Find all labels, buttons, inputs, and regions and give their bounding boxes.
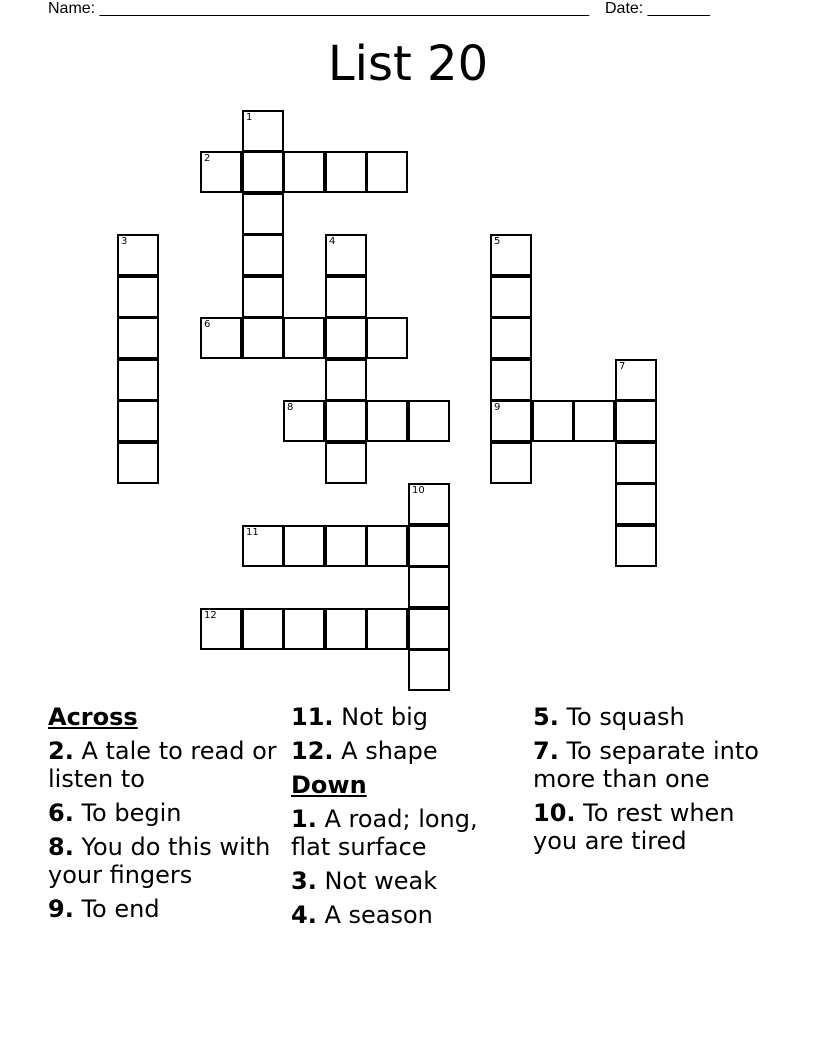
crossword-cell[interactable] (325, 359, 367, 401)
clue-text: To end (81, 895, 160, 923)
clue-text: You do this with your fingers (48, 833, 271, 889)
clue-number: 8 (287, 402, 294, 413)
clue-text: Not weak (324, 867, 438, 895)
crossword-cell[interactable] (117, 276, 159, 318)
clue-across-9 (48, 895, 278, 923)
clue-number-label: 1. (291, 805, 317, 833)
crossword-cell[interactable] (490, 276, 532, 318)
clue-number: 4 (329, 236, 336, 247)
crossword-cell[interactable] (490, 400, 532, 442)
crossword-cell[interactable] (366, 608, 408, 650)
crossword-cell[interactable] (573, 400, 615, 442)
clue-number-label: 4. (291, 901, 317, 929)
clue-number: 3 (121, 236, 128, 247)
crossword-cell[interactable] (242, 317, 284, 359)
crossword-cell[interactable] (408, 525, 450, 567)
crossword-cell[interactable] (615, 483, 657, 525)
crossword-cell[interactable] (408, 608, 450, 650)
crossword-cell[interactable] (408, 400, 450, 442)
crossword-cell[interactable] (283, 400, 325, 442)
clue-across-2 (48, 737, 278, 793)
crossword-cell[interactable] (117, 234, 159, 276)
crossword-cell[interactable] (490, 317, 532, 359)
clue-number: 1 (246, 112, 253, 123)
crossword-cell[interactable] (615, 442, 657, 484)
clue-down-4 (291, 901, 521, 929)
crossword-cell[interactable] (200, 151, 242, 193)
crossword-cell[interactable] (366, 317, 408, 359)
crossword-cell[interactable] (242, 276, 284, 318)
clue-across-8 (48, 833, 278, 889)
crossword-cell[interactable] (242, 193, 284, 235)
crossword-cell[interactable] (408, 566, 450, 608)
crossword-cell[interactable] (366, 525, 408, 567)
crossword-cell[interactable] (408, 483, 450, 525)
clue-number-label: 12. (291, 737, 334, 765)
clue-number: 5 (494, 236, 501, 247)
clue-down-10 (533, 799, 763, 855)
clue-number: 6 (204, 319, 211, 330)
crossword-cell[interactable] (615, 525, 657, 567)
crossword-cell[interactable] (615, 400, 657, 442)
clue-text: A tale to read or listen to (48, 737, 277, 793)
clue-number: 11 (246, 527, 259, 538)
crossword-cell[interactable] (242, 525, 284, 567)
date-label: Date: _______ (604, 0, 710, 17)
clue-down-5 (533, 703, 763, 731)
crossword-cell[interactable] (325, 234, 367, 276)
crossword-cell[interactable] (325, 276, 367, 318)
clue-number-label: 5. (533, 703, 559, 731)
crossword-cell[interactable] (490, 442, 532, 484)
clue-number: 7 (619, 361, 626, 372)
clue-text: To separate into more than one (533, 737, 759, 793)
clue-number: 9 (494, 402, 501, 413)
clue-number-label: 6. (48, 799, 74, 827)
crossword-cell[interactable] (200, 608, 242, 650)
down-heading: Down (291, 771, 367, 799)
crossword-cell[interactable] (283, 317, 325, 359)
clue-across-6 (48, 799, 278, 827)
clue-number-label: 8. (48, 833, 74, 861)
clue-text: To begin (81, 799, 182, 827)
clue-number-label: 2. (48, 737, 74, 765)
clues-column-3 (533, 703, 763, 861)
page-title: List 20 (327, 36, 489, 92)
clue-text: To rest when you are tired (533, 799, 735, 855)
crossword-cell[interactable] (408, 649, 450, 691)
crossword-cell[interactable] (283, 151, 325, 193)
crossword-cell[interactable] (242, 151, 284, 193)
crossword-cell[interactable] (117, 317, 159, 359)
clue-number-label: 7. (533, 737, 559, 765)
crossword-cell[interactable] (117, 400, 159, 442)
clue-down-3 (291, 867, 521, 895)
clue-number-label: 10. (533, 799, 576, 827)
clue-text: A shape (341, 737, 438, 765)
crossword-cell[interactable] (325, 317, 367, 359)
crossword-cell[interactable] (117, 359, 159, 401)
crossword-cell[interactable] (366, 400, 408, 442)
crossword-cell[interactable] (283, 608, 325, 650)
clue-number-label: 3. (291, 867, 317, 895)
crossword-cell[interactable] (325, 608, 367, 650)
clue-number-label: 11. (291, 703, 334, 731)
crossword-cell[interactable] (117, 442, 159, 484)
crossword-cell[interactable] (490, 234, 532, 276)
crossword-cell[interactable] (532, 400, 574, 442)
crossword-cell[interactable] (325, 400, 367, 442)
crossword-cell[interactable] (283, 525, 325, 567)
crossword-cell[interactable] (615, 359, 657, 401)
clues-column-2 (291, 703, 521, 935)
crossword-cell[interactable] (325, 442, 367, 484)
across-heading: Across (48, 703, 138, 731)
clue-text: To squash (566, 703, 685, 731)
crossword-cell[interactable] (490, 359, 532, 401)
clue-across-11 (291, 703, 521, 731)
crossword-cell[interactable] (242, 110, 284, 152)
clue-number: 12 (204, 610, 217, 621)
crossword-cell[interactable] (200, 317, 242, 359)
name-label: Name: _______________________________________________________ (48, 0, 589, 17)
clue-text: Not big (341, 703, 428, 731)
crossword-cell[interactable] (242, 234, 284, 276)
crossword-cell[interactable] (325, 525, 367, 567)
crossword-cell[interactable] (366, 151, 408, 193)
clue-down-1 (291, 805, 521, 861)
clue-text: A road; long, flat surface (291, 805, 478, 861)
crossword-cell[interactable] (242, 608, 284, 650)
clue-number: 2 (204, 153, 211, 164)
clues-column-1 (48, 703, 278, 929)
crossword-cell[interactable] (325, 151, 367, 193)
clue-down-7 (533, 737, 763, 793)
clue-text: A season (324, 901, 433, 929)
clue-number-label: 9. (48, 895, 74, 923)
clue-number: 10 (412, 485, 425, 496)
clue-across-12 (291, 737, 521, 765)
